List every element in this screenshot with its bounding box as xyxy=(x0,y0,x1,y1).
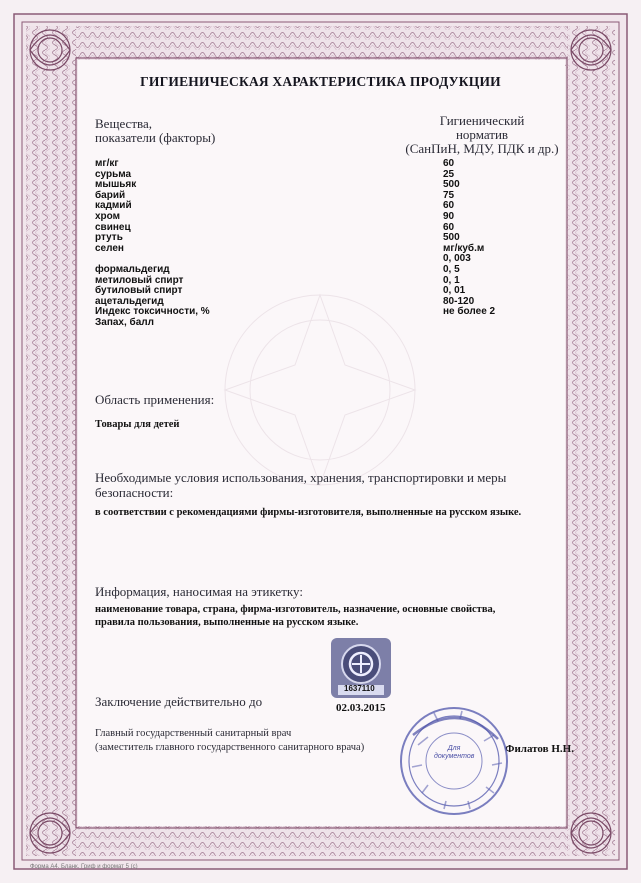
stamp-seal-icon xyxy=(398,705,510,817)
norm-value: мг/куб.м xyxy=(443,242,485,254)
norm-value: 90 xyxy=(443,211,455,222)
norm-value: 75 xyxy=(443,189,455,201)
substance-row: мг/кг xyxy=(95,158,119,169)
norm-header-line2: норматив xyxy=(455,127,509,142)
substance-row: ртуть xyxy=(95,232,123,244)
substances-header-line2: показатели (факторы) xyxy=(95,130,216,145)
norm-value: 80-120 xyxy=(443,295,475,307)
substance-row: метиловый спирт xyxy=(95,274,184,286)
norm-value: 60 xyxy=(443,221,455,233)
scope-value: Товары для детей xyxy=(95,419,180,430)
norm-value: 60 xyxy=(443,158,455,169)
substance-row: барий xyxy=(95,189,126,201)
norm-header-line3: (СанПиН, МДУ, ПДК и др.) xyxy=(405,141,559,156)
conditions-value: в соответствии с рекомендациями фирмы-изготовителя, выполненные на русском языке. xyxy=(95,507,522,518)
substance-row: Запах, балл xyxy=(95,317,154,328)
stamp-text: Для документов xyxy=(434,745,475,760)
conditions-label-line1: Необходимые условия использования, хранения, транспортировки и меры xyxy=(95,470,507,485)
label-info-label: Информация, наносимая на этикетку: xyxy=(95,584,303,599)
official-stamp xyxy=(398,705,510,817)
substance-row: селен xyxy=(95,242,124,254)
norm-value: 0, 1 xyxy=(443,274,460,286)
hologram-sticker xyxy=(330,637,392,699)
document-title: ГИГИЕНИЧЕСКАЯ ХАРАКТЕРИСТИКА ПРОДУКЦИИ xyxy=(140,74,501,89)
signatory-name: Филатов Н.Н. xyxy=(505,743,574,755)
norm-value: 0, 5 xyxy=(443,264,460,275)
conditions-label-line2: безопасности: xyxy=(95,485,174,500)
norm-header-line1: Гигиенический xyxy=(439,113,525,128)
substance-row: кадмий xyxy=(95,200,132,212)
substance-row: хром xyxy=(95,211,121,222)
signatory-deputy-title: (заместитель главного государственного санитарного врача) xyxy=(95,742,365,753)
norm-value: 500 xyxy=(443,179,460,191)
signatory-title: Главный государственный санитарный врач xyxy=(95,728,292,739)
substance-row: Индекс токсичности, % xyxy=(95,306,210,318)
substances-header-line1: Вещества, xyxy=(95,116,152,131)
norm-value: 60 xyxy=(443,200,455,212)
validity-label: Заключение действительно до xyxy=(95,694,263,709)
hologram-number: 1637110 xyxy=(344,684,375,693)
norm-value: 25 xyxy=(443,168,455,180)
substance-row: свинец xyxy=(95,221,131,233)
label-info-value-line2: правила пользования, выполненные на русском языке. xyxy=(95,617,359,628)
norm-value: 0, 003 xyxy=(443,253,471,265)
substance-row: бутиловый спирт xyxy=(95,285,183,297)
substance-row: формальдегид xyxy=(95,264,170,275)
norm-value: 500 xyxy=(443,232,460,244)
scope-label: Область применения: xyxy=(95,392,215,407)
label-info-value-line1: наименование товара, страна, фирма-изготовитель, назначение, основные свойства, xyxy=(95,604,496,615)
substance-row: мышьяк xyxy=(95,179,137,191)
form-footer: Форма А4. Бланк. Гриф и формат 5 (с) xyxy=(30,864,138,870)
norm-value: не более 2 xyxy=(443,306,496,318)
norm-value: 0, 01 xyxy=(443,285,466,297)
substance-row: ацетальдегид xyxy=(95,295,164,307)
substance-row: сурьма xyxy=(95,168,132,180)
validity-date: 02.03.2015 xyxy=(336,702,386,714)
